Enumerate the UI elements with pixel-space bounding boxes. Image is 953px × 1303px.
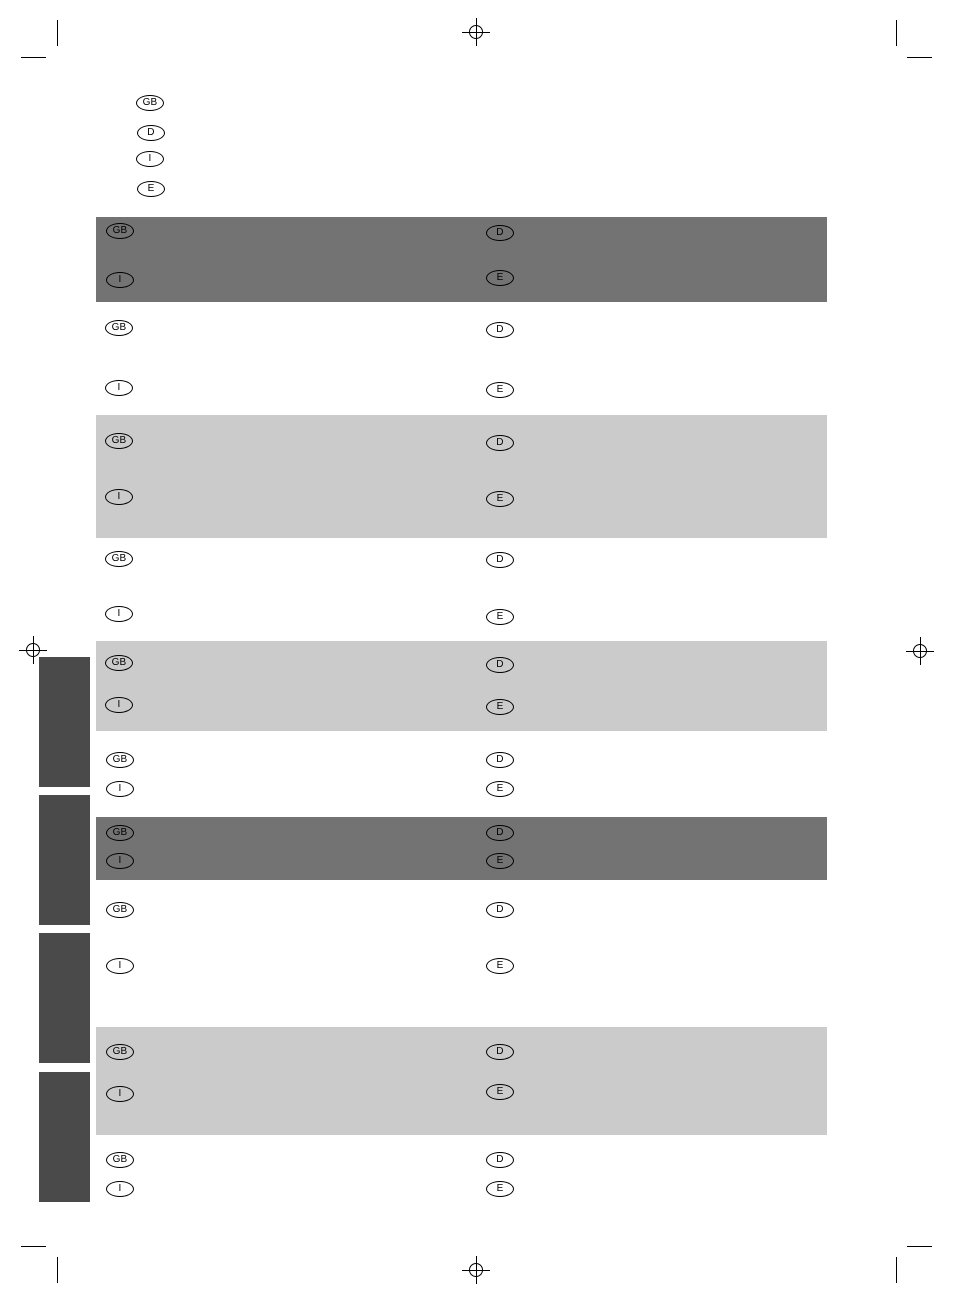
badge-e: E [486,270,514,286]
section-band-1 [96,217,827,302]
badge-i: I [106,781,134,797]
badge-gb: GB [106,902,134,918]
side-tab-2 [39,795,90,925]
badge-i: I [105,697,133,713]
badge-d: D [486,1152,514,1168]
badge-d: D [486,825,514,841]
badge-e: E [486,382,514,398]
badge-gb: GB [105,551,133,567]
badge-d: D [486,657,514,673]
badge-e: E [486,699,514,715]
section-band-3 [96,415,827,538]
section-band-9 [96,1027,827,1135]
badge-d: D [486,322,514,338]
section-band-7 [96,817,827,880]
side-tab-4 [39,1072,90,1202]
legend-badge-d: D [137,125,165,141]
badge-e: E [486,853,514,869]
badge-i: I [106,272,134,288]
badge-i: I [106,1181,134,1197]
badge-e: E [486,609,514,625]
badge-gb: GB [105,655,133,671]
badge-gb: GB [105,320,133,336]
badge-d: D [486,752,514,768]
legend-badge-gb: GB [136,95,164,111]
badge-gb: GB [105,433,133,449]
badge-gb: GB [106,1044,134,1060]
badge-gb: GB [106,1152,134,1168]
badge-gb: GB [106,825,134,841]
badge-e: E [486,958,514,974]
registration-mark-top [462,18,490,46]
badge-i: I [106,958,134,974]
side-tab-3 [39,933,90,1063]
badge-d: D [486,435,514,451]
badge-i: I [106,1086,134,1102]
badge-i: I [105,380,133,396]
badge-d: D [486,552,514,568]
legend-badge-e: E [137,181,165,197]
badge-e: E [486,1084,514,1100]
badge-i: I [105,489,133,505]
badge-i: I [105,606,133,622]
side-tab-1 [39,657,90,787]
registration-mark-bottom [462,1256,490,1284]
badge-d: D [486,902,514,918]
section-band-5 [96,641,827,731]
badge-gb: GB [106,752,134,768]
badge-gb: GB [106,223,134,239]
badge-e: E [486,1181,514,1197]
badge-e: E [486,491,514,507]
badge-i: I [106,853,134,869]
badge-d: D [486,225,514,241]
legend-badge-i: I [136,151,164,167]
badge-d: D [486,1044,514,1060]
registration-mark-right [906,637,934,665]
badge-e: E [486,781,514,797]
